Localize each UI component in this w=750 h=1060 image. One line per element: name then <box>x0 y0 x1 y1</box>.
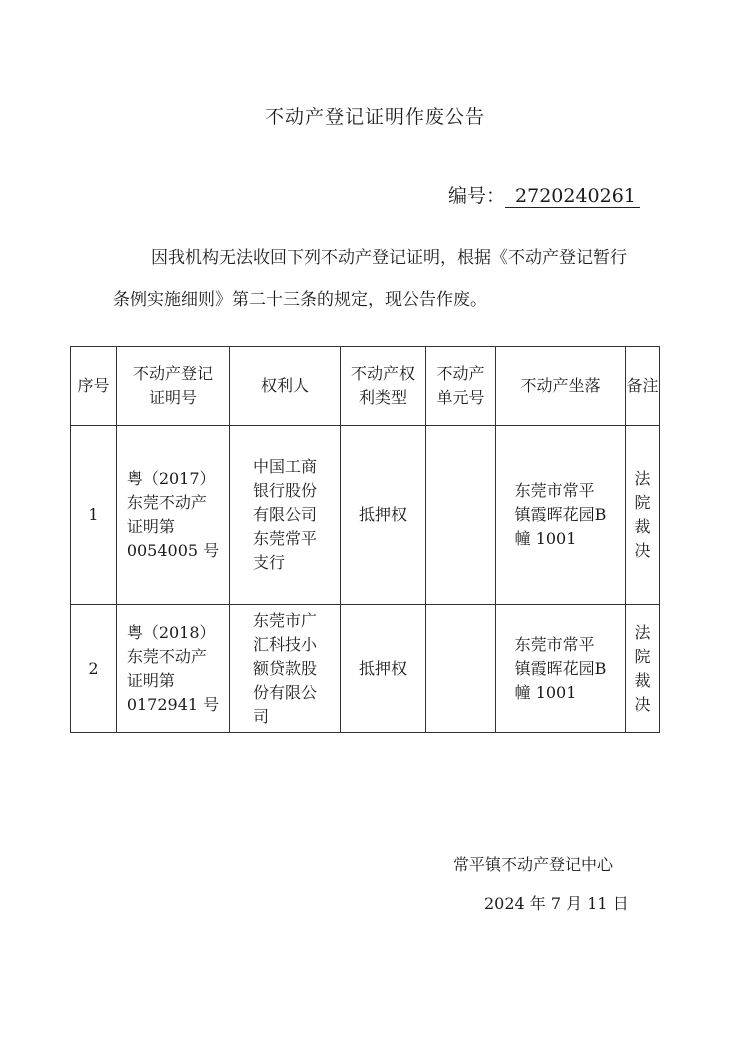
row-holder-cell <box>230 605 341 733</box>
row-no-cell <box>71 426 117 605</box>
row-holder-cell <box>230 426 341 605</box>
row-location-cell <box>496 426 626 605</box>
row-unit-cell <box>426 426 496 605</box>
page-title: 不动产登记证明作废公告 <box>264 106 485 128</box>
row-right-holder: 中国工商 银行股份 有限公司 东莞常平 支行 <box>252 457 317 572</box>
table-row <box>71 426 660 605</box>
row-no: 1 <box>88 505 99 524</box>
issuing-organization: 常平镇不动产登记中心 <box>453 855 614 874</box>
header-right-holder: 权利人 <box>260 376 309 395</box>
header-remark: 备注 <box>626 376 659 395</box>
header-cell <box>117 347 230 426</box>
row-type-cell <box>341 605 426 733</box>
row-no-cell <box>71 605 117 733</box>
table-header-row <box>71 347 660 426</box>
document-number-label: 编号： <box>448 185 506 207</box>
row-cert-cell <box>117 605 230 733</box>
header-cell <box>230 347 341 426</box>
row-remark-cell <box>626 426 660 605</box>
row-cert-cell <box>117 426 230 605</box>
row-remark: 法 院 裁 决 <box>634 469 651 560</box>
row-no: 2 <box>88 658 99 678</box>
body-paragraph-line-1: 因我机构无法收回下列不动产登记证明，根据《不动产登记暂行 <box>151 248 627 268</box>
row-cert-number: 粤（2018） 东莞不动产 证明第 0172941 号 <box>126 622 220 714</box>
document-number <box>448 181 640 208</box>
row-right-type: 抵押权 <box>358 658 407 678</box>
document-number-value: 2720240261 <box>505 185 640 208</box>
header-cell <box>626 347 660 426</box>
row-unit-cell <box>426 605 496 733</box>
void-certificate-table <box>70 346 660 733</box>
row-right-holder: 东莞市广 汇科技小 额贷款股 份有限公 司 <box>252 610 317 726</box>
header-cell <box>496 347 626 426</box>
header-cell <box>71 347 117 426</box>
row-cert-number: 粤（2017） 东莞不动产 证明第 0054005 号 <box>126 469 220 560</box>
header-right-type: 不动产权 利类型 <box>350 364 415 407</box>
row-right-type: 抵押权 <box>358 505 407 524</box>
header-cert-number: 不动产登记 证明号 <box>132 364 213 407</box>
header-location: 不动产坐落 <box>520 376 601 395</box>
row-type-cell <box>341 426 426 605</box>
issue-date: 2024 年 7 月 11 日 <box>484 894 629 913</box>
row-location: 东莞市常平 镇霞晖花园B 幢 1001 <box>514 634 607 702</box>
row-remark: 法 院 裁 决 <box>634 622 651 714</box>
header-unit-number: 不动产 单元号 <box>436 364 485 407</box>
body-paragraph-line-2: 条例实施细则》第二十三条的规定，现公告作废。 <box>113 290 487 310</box>
row-location: 东莞市常平 镇霞晖花园B 幢 1001 <box>514 481 607 548</box>
row-location-cell <box>496 605 626 733</box>
table-row <box>71 605 660 733</box>
header-cell <box>341 347 426 426</box>
header-no: 序号 <box>77 376 110 395</box>
row-remark-cell <box>626 605 660 733</box>
header-cell <box>426 347 496 426</box>
